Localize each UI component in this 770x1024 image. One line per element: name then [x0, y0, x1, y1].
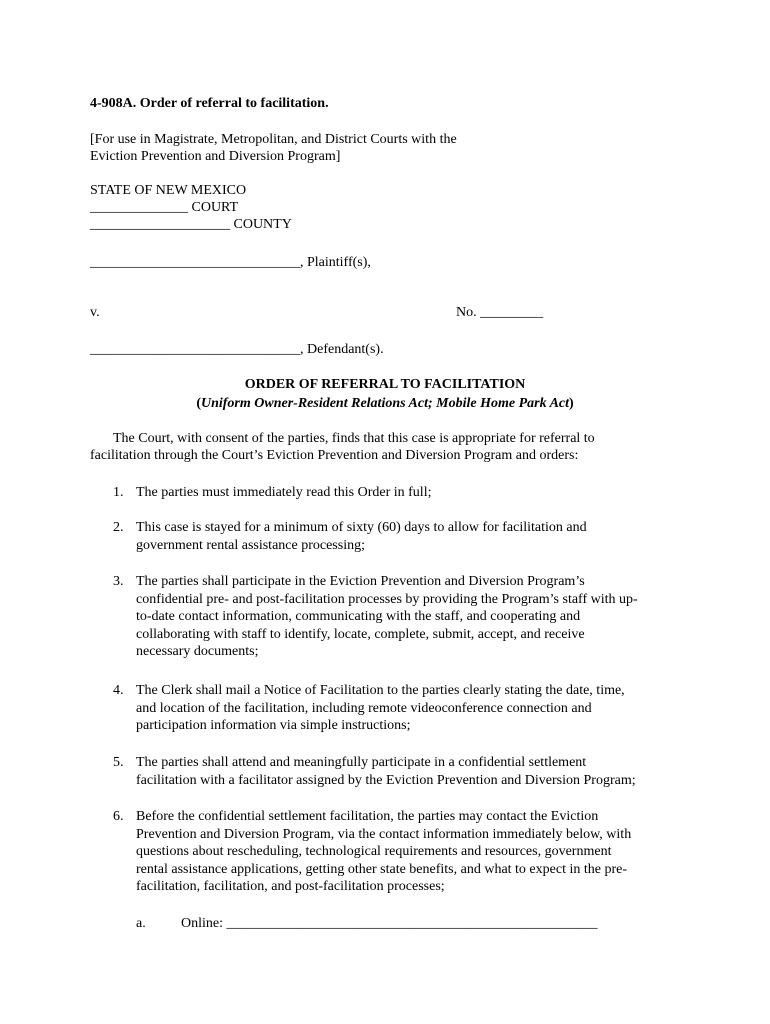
subitem-letter: a.	[136, 916, 146, 931]
list-item-number: 6.	[113, 809, 124, 824]
county-blank: ____________________ COUNTY	[90, 217, 292, 232]
order-subtitle	[0, 395, 770, 412]
list-item-text	[136, 754, 696, 789]
list-item-text	[136, 808, 696, 896]
list-item-number: 4.	[113, 683, 124, 698]
intro-line-2: facilitation through the Court’s Eviction Prevention and Diversion Program and orders:	[90, 448, 579, 463]
list-item-text	[136, 573, 696, 661]
versus-label: v.	[90, 305, 100, 320]
list-item-number: 1.	[113, 485, 124, 500]
list-item-number: 5.	[113, 755, 124, 770]
list-item-text	[136, 484, 696, 502]
list-item-line: collaborating with staff to identify, locate, complete, submit, accept, and receive	[136, 626, 585, 642]
online-label: Online:	[181, 916, 227, 931]
list-item-line: Before the confidential settlement facilitation, the parties may contact the Eviction	[136, 809, 599, 824]
online-field	[181, 915, 598, 932]
list-item-line: The parties shall participate in the Eviction Prevention and Diversion Program’s	[136, 574, 585, 589]
list-item-line: and location of the facilitation, including remote videoconference connection and	[136, 700, 592, 716]
online-blank: _____________________________________________________	[226, 916, 598, 931]
list-item-line: rental assistance applications, getting other state benefits, and what to expect in the pre-	[136, 861, 627, 877]
plaintiff-blank: ______________________________, Plaintiff(s),	[90, 255, 371, 270]
use-note-line-2: Eviction Prevention and Diversion Program]	[90, 149, 341, 164]
subtitle-open-paren: (	[196, 396, 201, 411]
list-item-line: participation information via simple instructions;	[136, 718, 411, 734]
use-note-line-1: [For use in Magistrate, Metropolitan, and District Courts with the	[90, 132, 457, 147]
defendant-blank: ______________________________, Defendant(s).	[90, 342, 384, 357]
rule-title: 4-908A. Order of referral to facilitation.	[90, 96, 329, 111]
subtitle-close-paren: )	[569, 396, 574, 411]
list-item-text	[136, 682, 696, 735]
list-item-line: government rental assistance processing;	[136, 537, 365, 553]
subtitle-acts: Uniform Owner-Resident Relations Act; Mobile Home Park Act	[200, 396, 570, 411]
list-item-number: 3.	[113, 574, 124, 589]
list-item-line: facilitation with a facilitator assigned by the Eviction Prevention and Diversion Program;	[136, 772, 636, 788]
case-number: No. _________	[456, 305, 544, 320]
court-blank: ______________ COURT	[90, 200, 239, 215]
list-item-line: necessary documents;	[136, 644, 259, 660]
state-caption: STATE OF NEW MEXICO	[90, 183, 247, 198]
list-item-line: The parties shall attend and meaningfully participate in a confidential settlement	[136, 755, 587, 770]
list-item-line: facilitation, facilitation, and post-facilitation processes;	[136, 879, 445, 895]
list-item-line: questions about rescheduling, technological requirements and resources, government	[136, 844, 612, 860]
list-item-line: to-date contact information, communicating with the staff, and cooperating and	[136, 609, 581, 625]
list-item-line: The parties must immediately read this Order in full;	[136, 485, 432, 500]
list-item-text	[136, 519, 696, 554]
list-item-line: Prevention and Diversion Program, via the contact information immediately below, with	[136, 826, 632, 842]
intro-line-1: The Court, with consent of the parties, finds that this case is appropriate for referral to	[113, 431, 595, 446]
list-item-line: The Clerk shall mail a Notice of Facilitation to the parties clearly stating the date, time,	[136, 683, 625, 698]
list-item-line: This case is stayed for a minimum of sixty (60) days to allow for facilitation and	[136, 520, 587, 535]
order-title: ORDER OF REFERRAL TO FACILITATION	[244, 377, 526, 392]
list-item-line: confidential pre- and post-facilitation processes by providing the Program’s staff with up-	[136, 591, 638, 607]
list-item-number: 2.	[113, 520, 124, 535]
